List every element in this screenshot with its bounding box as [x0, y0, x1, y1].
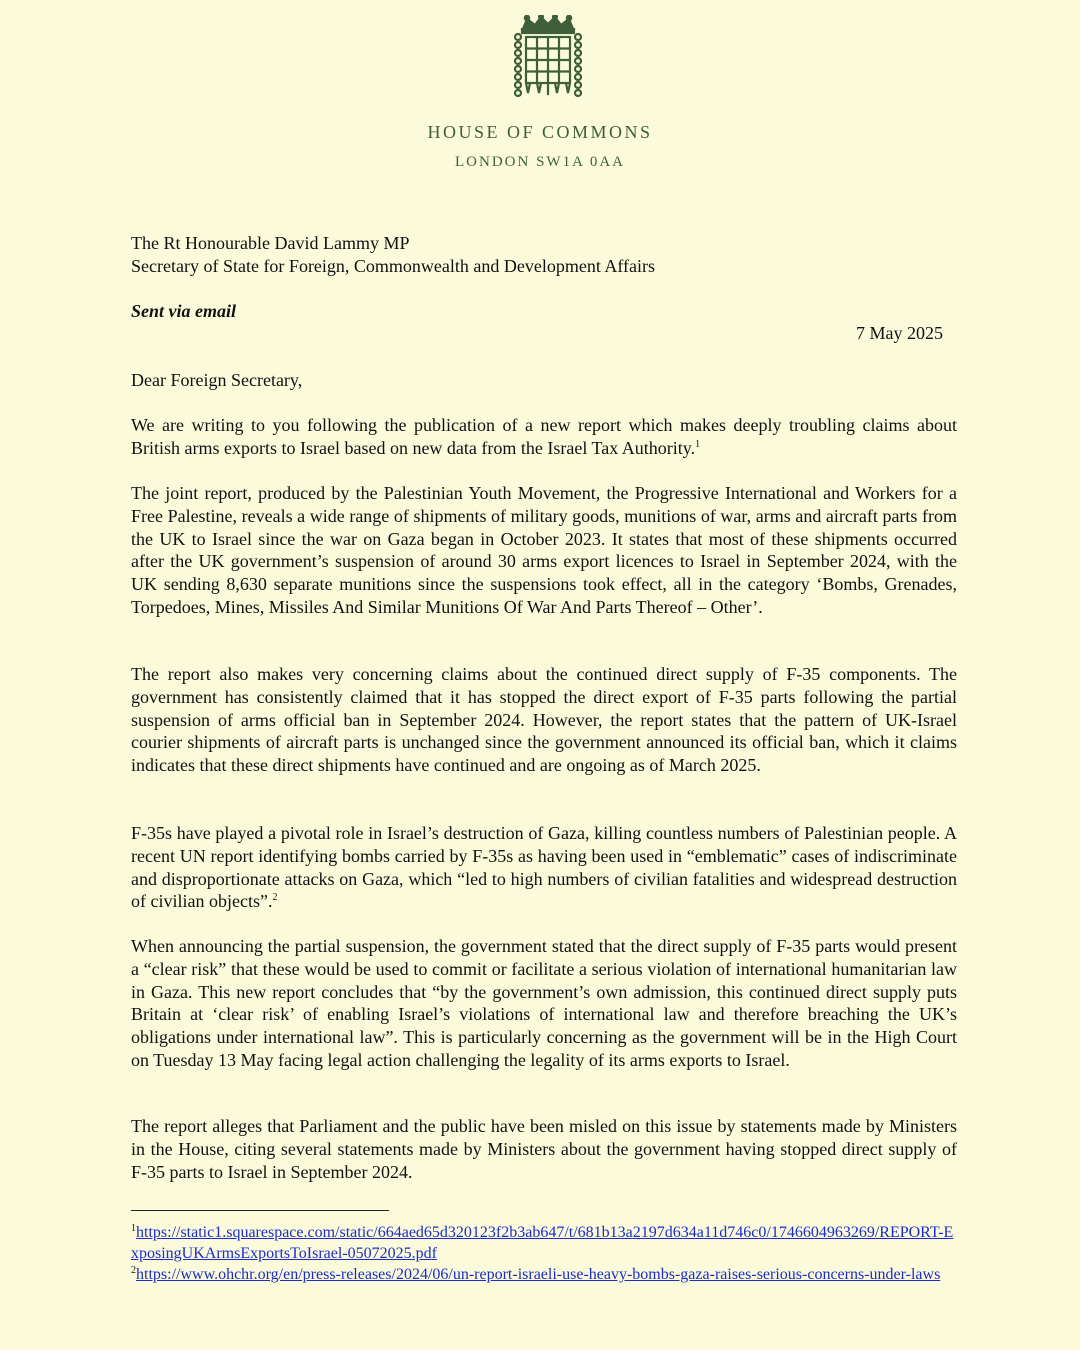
paragraph-3: The report also makes very concerning claims about the continued direct supply of F-35 components. The government has consistently claimed that it has stopped the direct export of F-35 parts following the partial suspension of arms official ban in September 2024. However, the report states that the pattern of UK-Israel courier shipments of aircraft parts is unchanged since the government announced its official ban, which it claims indicates that these direct shipments have continued and are ongoing as of March 2025. — [131, 664, 957, 776]
portcullis-icon — [513, 15, 583, 99]
footnote-marker-1: 1 — [131, 1223, 136, 1234]
footnote-marker-2: 2 — [131, 1265, 136, 1276]
addressee-title: Secretary of State for Foreign, Commonwealth and Development Affairs — [131, 255, 656, 276]
paragraph-6: The report alleges that Parliament and the public have been misled on this issue by statements made by Ministers in the House, citing several statements made by Ministers about the government having stopped direct supply of F-35 parts to Israel in September 2024. — [131, 1116, 957, 1182]
paragraph-5: When announcing the partial suspension, the government stated that the direct supply of F-35 parts would present a “clear risk” that these would be used to commit or facilitate a serious violation of international humanitarian law in Gaza. This new report concludes that “by the government’s own admission, this continued direct supply puts Britain at ‘clear risk’ of enabling Israel’s violations of international law and therefore breaching the UK’s obligations under international law”. This is particularly concerning as the government will be in the High Court on Tuesday 13 May facing legal action challenging the legality of its arms exports to Israel. — [131, 936, 957, 1070]
letter-date: 7 May 2025 — [856, 323, 943, 343]
footnote-divider — [131, 1210, 389, 1211]
salutation: Dear Foreign Secretary, — [131, 370, 303, 390]
paragraph-4-text: F-35s have played a pivotal role in Israel’s destruction of Gaza, killing countless numbers of Palestinian people. A recent UN report identifying bombs carried by F-35s as having been used in “emblematic” cases of indiscriminate and disproportionate attacks on Gaza, which “led to high numbers of civilian fatalities and widespread destruction of civilian objects”. — [131, 823, 957, 912]
sent-via-note: Sent via email — [131, 301, 236, 321]
footnote-2 — [131, 1264, 957, 1285]
footnote-1 — [131, 1222, 957, 1264]
paragraph-1 — [131, 414, 957, 460]
footnote-1-link[interactable]: https://static1.squarespace.com/static/664aed65d320123f2b3ab647/t/681b13a2197d634a11d746c0/1746604963269/REPORT-ExposingUKArmsExportsToIsrael-05072025.pdf — [131, 1224, 954, 1262]
footnote-2-link[interactable]: https://www.ohchr.org/en/press-releases/2024/06/un-report-israeli-use-heavy-bombs-gaza-raises-serious-concerns-under-laws — [136, 1266, 941, 1283]
footnote-ref-2: 2 — [272, 892, 278, 904]
paragraph-4 — [131, 822, 957, 913]
institution-name: HOUSE OF COMMONS — [427, 122, 653, 142]
institution-address: LONDON SW1A 0AA — [455, 154, 625, 170]
addressee-name: The Rt Honourable David Lammy MP — [131, 233, 410, 253]
footnote-ref-1: 1 — [695, 438, 701, 450]
addressee-block — [131, 232, 957, 278]
paragraph-2: The joint report, produced by the Palestinian Youth Movement, the Progressive International and Workers for a Free Palestine, reveals a wide range of shipments of military goods, munitions of war, arms and aircraft parts from the UK to Israel since the war on Gaza began in October 2023. It states that most of these shipments occurred after the UK government’s suspension of around 30 arms export licences to Israel in September 2024, with the UK sending 8,630 separate munitions since the suspensions took effect, all in the category ‘Bombs, Grenades, Torpedoes, Mines, Missiles And Similar Munitions Of War And Parts Thereof – Other’. — [131, 483, 957, 617]
paragraph-1-text: We are writing to you following the publication of a new report which makes deeply troubling claims about British arms exports to Israel based on new data from the Israel Tax Authority. — [131, 415, 957, 458]
